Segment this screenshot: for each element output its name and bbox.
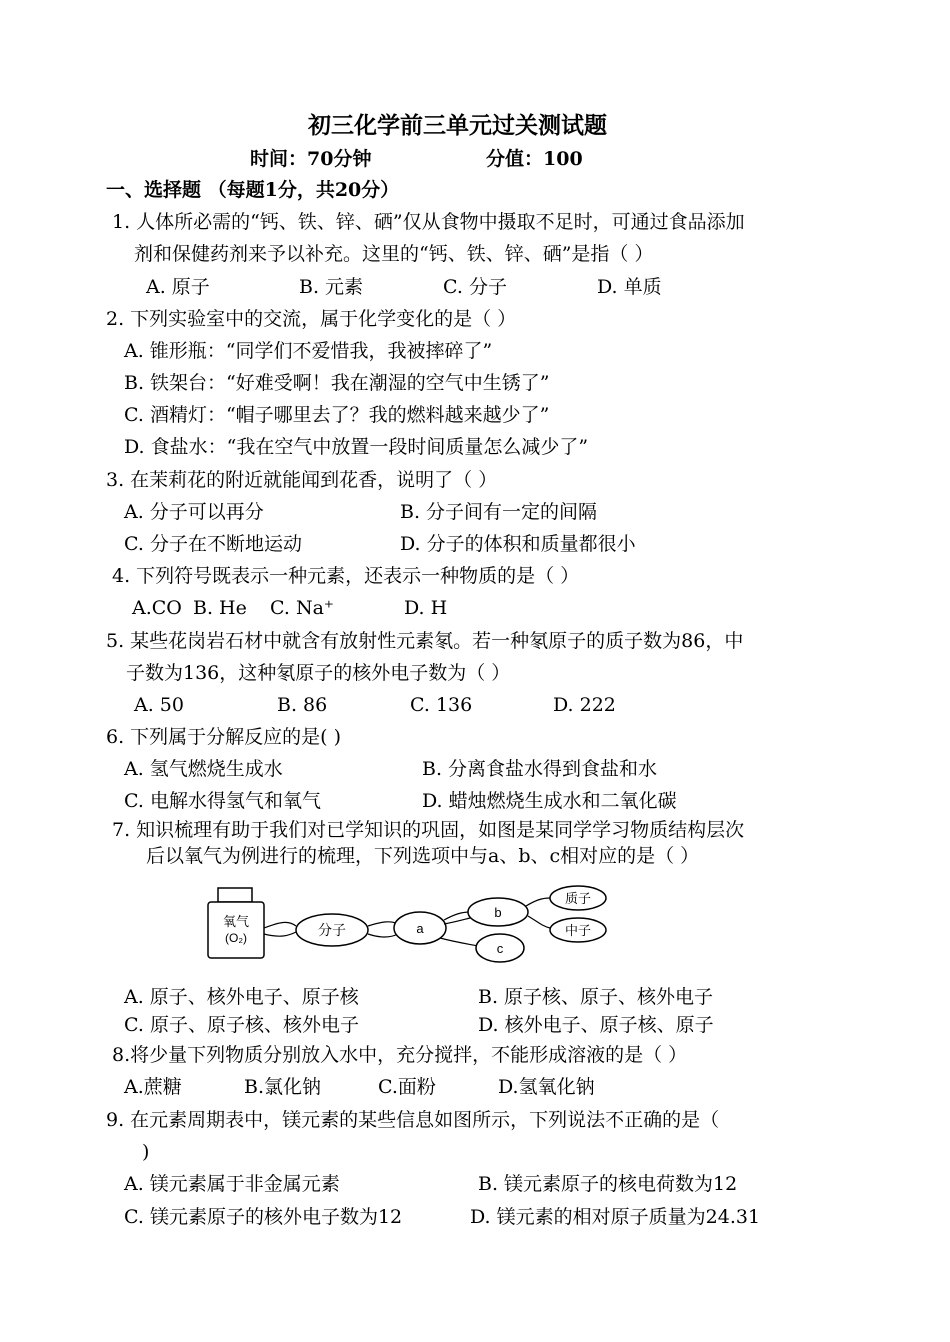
question-8-line-1: 8.将少量下列物质分别放入水中，充分搅拌，不能形成溶液的是（ ） bbox=[112, 1044, 688, 1066]
q6-option-d: D. 蜡烛燃烧生成水和二氧化碳 bbox=[422, 790, 677, 812]
a-label: a bbox=[416, 921, 424, 936]
q1-option-a: A. 原子 bbox=[146, 276, 210, 298]
time-label: 时间：70分钟 bbox=[250, 148, 372, 170]
bottle-cap bbox=[218, 888, 252, 902]
bottle-label-1: 氧气 bbox=[222, 914, 250, 929]
q8-option-a: A.蔗糖 bbox=[124, 1076, 182, 1098]
q5-option-b: B. 86 bbox=[277, 694, 328, 716]
question-1-line-2: 剂和保健药剂来予以补充。这里的“钙、铁、锌、硒”是指（ ） bbox=[134, 243, 654, 265]
q6-option-c: C. 电解水得氢气和氧气 bbox=[124, 790, 321, 812]
q2-option-d: D. 食盐水：“我在空气中放置一段时间质量怎么减少了” bbox=[124, 436, 589, 458]
b-label: b bbox=[494, 905, 502, 920]
molecule-label: 分子 bbox=[318, 922, 346, 938]
page-title: 初三化学前三单元过关测试题 bbox=[308, 112, 607, 139]
question-3-line-1: 3. 在茉莉花的附近就能闻到花香，说明了（ ） bbox=[106, 469, 498, 491]
q7-option-a: A. 原子、核外电子、原子核 bbox=[124, 986, 359, 1008]
q8-option-b: B.氯化钠 bbox=[244, 1076, 322, 1098]
q2-option-c: C. 酒精灯：“帽子哪里去了？我的燃料越来越少了” bbox=[124, 404, 550, 426]
q6-option-a: A. 氢气燃烧生成水 bbox=[124, 758, 283, 780]
bottle-label-2: (O₂) bbox=[225, 931, 247, 945]
q3-option-d: D. 分子的体积和质量都很小 bbox=[400, 533, 636, 555]
q9-option-d: D. 镁元素的相对原子质量为24.31 bbox=[470, 1206, 761, 1228]
q7-option-b: B. 原子核、原子、核外电子 bbox=[478, 986, 714, 1008]
q2-option-a: A. 锥形瓶：“同学们不爱惜我，我被摔碎了” bbox=[124, 340, 493, 362]
proton-label: 质子 bbox=[564, 891, 592, 906]
q4-option-c: C. Na⁺ bbox=[270, 597, 334, 619]
question-7-line-2: 后以氧气为例进行的梳理，下列选项中与a、b、c相对应的是（ ） bbox=[146, 845, 700, 867]
q1-option-c: C. 分子 bbox=[443, 276, 507, 298]
q8-option-c: C.面粉 bbox=[378, 1076, 436, 1098]
neutron-label: 中子 bbox=[564, 923, 592, 938]
q9-option-a: A. 镁元素属于非金属元素 bbox=[124, 1173, 340, 1195]
q3-option-b: B. 分子间有一定的间隔 bbox=[400, 501, 598, 523]
section-heading: 一、选择题 （每题1分，共20分） bbox=[106, 179, 400, 201]
oxygen-bottle bbox=[208, 902, 264, 958]
q5-option-c: C. 136 bbox=[410, 694, 473, 716]
q6-option-b: B. 分离食盐水得到食盐和水 bbox=[422, 758, 658, 780]
question-2-line-1: 2. 下列实验室中的交流，属于化学变化的是（ ） bbox=[106, 308, 517, 330]
q9-option-b: B. 镁元素原子的核电荷数为12 bbox=[478, 1173, 738, 1195]
q4-option-b: B. He bbox=[193, 597, 247, 619]
question-9-line-1: 9. 在元素周期表中，镁元素的某些信息如图所示，下列说法不正确的是（ bbox=[106, 1109, 720, 1131]
q5-option-d: D. 222 bbox=[553, 694, 616, 716]
matter-structure-diagram bbox=[200, 882, 610, 967]
question-5-line-2: 子数为136，这种氡原子的核外电子数为（ ） bbox=[126, 662, 511, 684]
q3-option-c: C. 分子在不断地运动 bbox=[124, 533, 302, 555]
q9-option-c: C. 镁元素原子的核外电子数为12 bbox=[124, 1206, 403, 1228]
question-4-line-1: 4. 下列符号既表示一种元素，还表示一种物质的是（ ） bbox=[112, 565, 580, 587]
q3-option-a: A. 分子可以再分 bbox=[124, 501, 264, 523]
question-9-line-2: ) bbox=[142, 1141, 150, 1163]
c-label: c bbox=[496, 941, 504, 956]
q1-option-b: B. 元素 bbox=[299, 276, 364, 298]
question-5-line-1: 5. 某些花岗岩石材中就含有放射性元素氡。若一种氡原子的质子数为86，中 bbox=[106, 630, 744, 652]
q4-option-a: A.CO bbox=[132, 597, 182, 619]
q2-option-b: B. 铁架台：“好难受啊！我在潮湿的空气中生锈了” bbox=[124, 372, 550, 394]
q7-option-d: D. 核外电子、原子核、原子 bbox=[478, 1014, 714, 1036]
q1-option-d: D. 单质 bbox=[597, 276, 662, 298]
question-1-line-1: 1. 人体所必需的“钙、铁、锌、硒”仅从食物中摄取不足时，可通过食品添加 bbox=[112, 211, 745, 233]
q5-option-a: A. 50 bbox=[134, 694, 184, 716]
question-6-line-1: 6. 下列属于分解反应的是( ) bbox=[106, 726, 342, 748]
q8-option-d: D.氢氧化钠 bbox=[498, 1076, 595, 1098]
question-7-line-1: 7. 知识梳理有助于我们对已学知识的巩固，如图是某同学学习物质结构层次 bbox=[112, 819, 745, 841]
q7-option-c: C. 原子、原子核、核外电子 bbox=[124, 1014, 359, 1036]
score-label: 分值：100 bbox=[486, 148, 583, 170]
q4-option-d: D. H bbox=[404, 597, 448, 619]
